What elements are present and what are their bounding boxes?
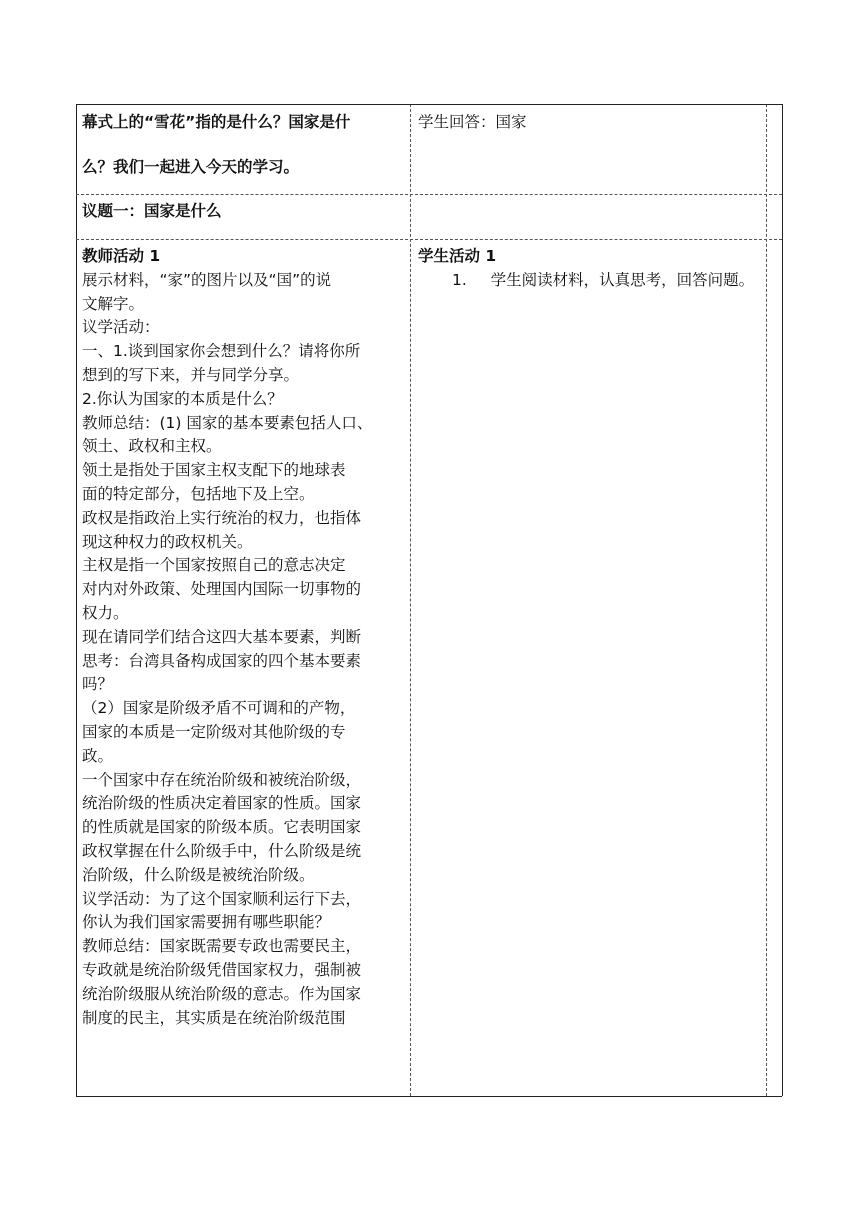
- student-activity-cell: [418, 245, 764, 293]
- teacher-activity-line: 的性质就是国家的阶级本质。它表明国家: [82, 818, 362, 837]
- student-activity-item: [418, 269, 764, 293]
- intro-question-line-2: 么？我们一起进入今天的学习。: [82, 157, 300, 176]
- table-border-right: [782, 104, 783, 1096]
- teacher-activity-line: 吗？: [82, 675, 114, 694]
- teacher-activity-cell: [82, 245, 408, 1030]
- teacher-activity-line: 领土是指处于国家主权支配下的地球表: [82, 461, 346, 480]
- student-answer-text: 学生回答：国家: [418, 113, 527, 131]
- student-answer-cell: [418, 111, 758, 135]
- student-activity-heading: 学生活动 1: [418, 247, 497, 265]
- teacher-activity-line: 统治阶级的性质决定着国家的性质。国家: [82, 794, 362, 813]
- teacher-activity-line: 议学活动：: [82, 318, 160, 337]
- list-item-text: 学生阅读材料，认真思考，回答问题。: [490, 270, 755, 289]
- teacher-activity-line: 政权掌握在什么阶级手中，什么阶级是统: [82, 841, 362, 860]
- teacher-activity-line: 统治阶级服从统治阶级的意志。作为国家: [82, 984, 362, 1003]
- teacher-activity-line: 议学活动：为了这个国家顺利运行下去，: [82, 889, 362, 908]
- table-border-left: [76, 104, 77, 1096]
- topic-cell: [82, 200, 762, 224]
- intro-question-cell: [82, 111, 408, 180]
- teacher-activity-line: 治阶级，什么阶级是被统治阶级。: [82, 865, 315, 884]
- teacher-activity-line: 专政就是统治阶级凭借国家权力，强制被: [82, 960, 362, 979]
- teacher-activity-line: 领土、政权和主权。: [82, 437, 222, 456]
- teacher-activity-line: 一、1.谈到国家你会想到什么？请将你所: [82, 342, 361, 361]
- topic-title: 议题一：国家是什么: [82, 202, 222, 220]
- teacher-activity-line: 对内对外政策、处理国内国际一切事物的: [82, 580, 362, 599]
- teacher-activity-line: 你认为我们国家需要拥有哪些职能？: [82, 913, 331, 932]
- teacher-activity-line: 面的特定部分，包括地下及上空。: [82, 484, 315, 503]
- teacher-activity-line: 一个国家中存在统治阶级和被统治阶级，: [82, 770, 362, 789]
- intro-question-line-1: 幕式上的“雪花”指的是什么？国家是什: [82, 113, 351, 131]
- teacher-activity-line: 政。: [82, 746, 114, 765]
- teacher-activity-body: [82, 269, 408, 1031]
- teacher-activity-line: 文解字。: [82, 294, 145, 313]
- teacher-activity-line: 现这种权力的政权机关。: [82, 532, 253, 551]
- teacher-activity-line: 想到的写下来，并与同学分享。: [82, 365, 300, 384]
- table-border-bottom: [76, 1096, 782, 1097]
- teacher-activity-heading: 教师活动 1: [82, 247, 161, 265]
- teacher-activity-line: 现在请同学们结合这四大基本要素，判断: [82, 627, 362, 646]
- lesson-table: [76, 104, 782, 1096]
- teacher-activity-line: 思考：台湾具备构成国家的四个基本要素: [82, 651, 362, 670]
- teacher-activity-line: 制度的民主，其实质是在统治阶级范围: [82, 1008, 346, 1027]
- inner-right-border: [766, 104, 767, 1096]
- table-border-top: [76, 104, 782, 105]
- row-divider-1: [76, 194, 782, 195]
- teacher-activity-line: （2）国家是阶级矛盾不可调和的产物，: [82, 699, 356, 718]
- teacher-activity-line: 政权是指政治上实行统治的权力，也指体: [82, 508, 362, 527]
- row-divider-2: [76, 239, 782, 240]
- teacher-activity-line: 主权是指一个国家按照自己的意志决定: [82, 556, 346, 575]
- column-divider: [410, 104, 411, 1096]
- list-item-number: 1.: [452, 270, 467, 289]
- teacher-activity-line: 教师总结：(1) 国家的基本要素包括人口、: [82, 413, 373, 432]
- teacher-activity-line: 权力。: [82, 603, 129, 622]
- teacher-activity-line: 国家的本质是一定阶级对其他阶级的专: [82, 722, 346, 741]
- teacher-activity-line: 展示材料，“家”的图片以及“国”的说: [82, 270, 332, 289]
- teacher-activity-line: 2.你认为国家的本质是什么？: [82, 389, 283, 408]
- teacher-activity-line: 教师总结：国家既需要专政也需要民主，: [82, 937, 362, 956]
